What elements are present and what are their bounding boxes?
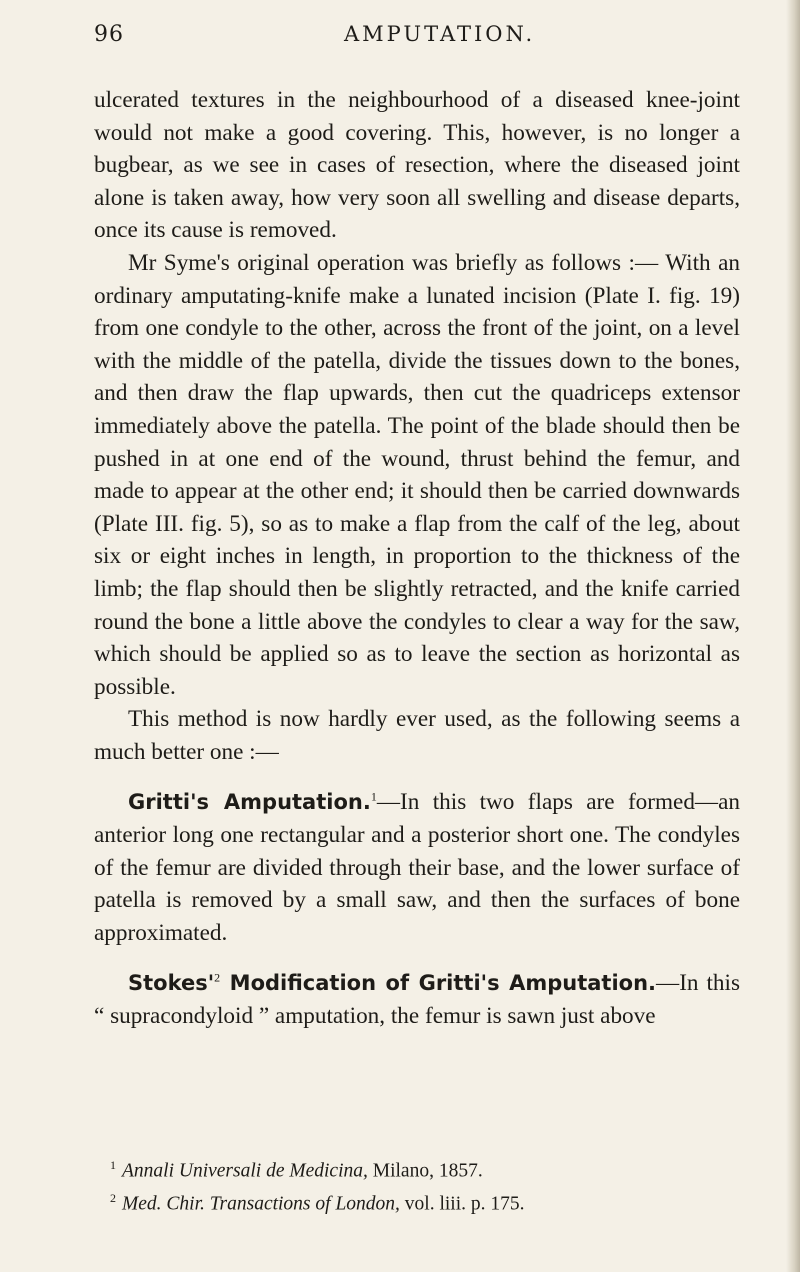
footnote-mark: 2 <box>110 1190 116 1205</box>
page-body <box>94 84 740 1033</box>
stokes-heading-a: Stokes' <box>128 971 215 996</box>
footnote-ref-1: 1 <box>370 789 377 804</box>
footnote-mark: 1 <box>110 1158 116 1172</box>
page-header <box>94 22 734 56</box>
footnote-detail: vol. liii. p. 175. <box>399 1193 525 1214</box>
paragraph-2: Mr Syme's original operation was briefly as follows :— With an ordinary amputating-knife make a lunated incision (Plate I. fig. 19) from one condyle to the other, across the front of the joint, on a level with the middle of the patella, divide the tissues down to the bones, and then draw the flap upwards, then cut the quadriceps extensor immediately above the patella. The point of the blade should then be pushed in at one end of the wound, thrust behind the femur, and made to appear at the other end; it should then be carried downwards (Plate III. fig. 5), so as to make a flap from the calf of the leg, about six or eight inches in length, in proportion to the thickness of the limb; the flap should then be slightly retracted, and the knife carried round the bone a little above the condyles to clear a way for the saw, which should be applied so as to leave the section as horizontal as possible. <box>94 249 740 700</box>
gritti-heading: Gritti's Amputation. <box>128 790 371 815</box>
page-edge <box>786 0 800 1272</box>
stokes-text: —In this “ supracondyloid ” amputation, the femur is sawn just above <box>94 970 740 1030</box>
gritti-section <box>94 786 740 949</box>
stokes-heading-b: Modification of Gritti's Amputation. <box>220 971 656 996</box>
paragraph-1: ulcerated textures in the neighbourhood of a diseased knee-joint would not make a good covering. This, however, is no longer a bugbear, as we see in cases of resection, where the diseased joint alone is taken away, how very soon all swelling and disease departs, once its cause is removed. <box>94 87 740 244</box>
footnote-1 <box>110 1152 730 1185</box>
footnote-2 <box>110 1185 730 1218</box>
paragraph-3: This method is now hardly ever used, as the following seems a much better one :— <box>94 706 740 765</box>
page-number: 96 <box>94 22 124 47</box>
footnote-ref-2: 2 <box>214 970 221 985</box>
running-head: AMPUTATION. <box>344 22 536 46</box>
footnote-source: Med. Chir. Transactions of London, <box>122 1193 400 1214</box>
footnotes <box>110 1152 730 1217</box>
gritti-text: —In this two flaps are formed—an anterior long one rectangular and a posterior short one. The condyles of the femur are divided through their base, and the lower surface of patella is removed by a small saw, and then the surfaces of bone approximated. <box>94 789 740 946</box>
footnote-detail: Milano, 1857. <box>367 1160 483 1182</box>
stokes-section <box>94 967 740 1032</box>
footnote-source: Annali Universali de Medicina, <box>122 1160 368 1182</box>
